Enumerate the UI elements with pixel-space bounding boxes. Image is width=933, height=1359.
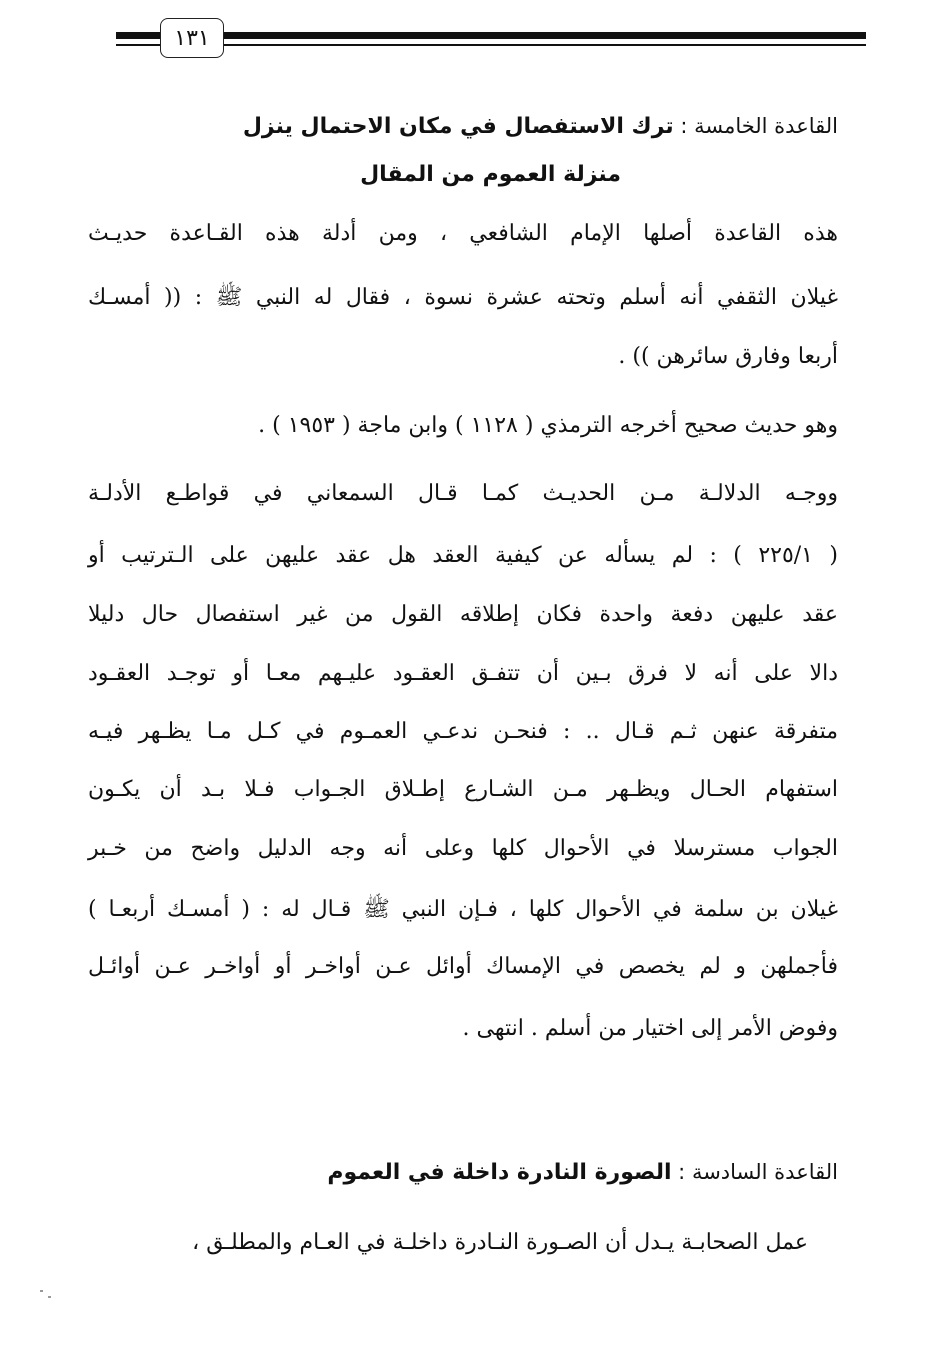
body-line-12: غيلان بن سلمة في الأحوال كلها ، فـإن النبي ﷺ قـال له : ( أمسـك أربعـا ) [88,897,838,922]
body-line-14: وفوض الأمر إلى اختيار من أسلم . انتهى . [462,1016,838,1041]
body-line-1: هذه القاعدة أصلها الإمام الشافعي ، ومن أدلة هذه القـاعدة حديـث [88,221,838,246]
page-number: ١٣١ [160,18,224,58]
body-line-6: ( ٢٢٥/١ ) : لم يسأله عن كيفية العقد هل عقد عليهن على الـترتيب أو [88,543,839,568]
final-line: عمل الصحابـة يـدل أن الصـورة النـادرة داخلـة في العـام والمطلـق ، [192,1230,808,1255]
rule5-separator: : [673,114,695,138]
rule6-separator: : [671,1160,692,1184]
rule5-heading-line1 [88,114,838,139]
header-rule-thin [116,44,866,46]
body-line-10: استفهام الحـال ويظـهر مـن الشـارع إطـلاق الجـواب فـلا بـد أن يكـون [88,777,838,802]
body-line-11: الجواب مسترسلا في الأحوال كلها وعلى أنه وجه الدليل واضح من خـبر [88,836,838,861]
header-rule-thick [116,32,866,39]
rule5-heading-line2 [360,162,621,187]
body-line-4: وهو حديث صحيح أخرجه الترمذي ( ١١٢٨ ) وابن ماجة ( ١٩٥٣ ) . [258,413,838,438]
rule6-label: القاعدة السادسة [691,1160,838,1184]
rule5-title-line1: ترك الاستفصال في مكان الاحتمال ينزل [242,114,674,139]
body-line-7: عقد عليهن دفعة واحدة فكان إطلاقه القول من غير استفصال حال دليلا [88,602,838,627]
body-line-5: ووجـه الدلالـة مـن الحديـث كمـا قـال السمعاني في قواطـع الأدلـة [88,481,838,506]
body-line-8: دالا على أنه لا فرق بـين أن تتفـق العقـود عليـهم معـا أو توجـد العقـود [88,661,838,686]
rule5-label: القاعدة الخامسة [694,114,838,138]
body-line-13: فأجملهن و لم يخصص في الإمساك أوائل عـن أواخـر أو أواخـر عـن أوائـل [88,954,838,979]
body-line-2: غيلان الثقفي أنه أسلم وتحته عشرة نسوة ، فقال له النبي ﷺ : (( أمسـك [88,285,838,310]
rule6-title: الصورة النادرة داخلة في العموم [327,1160,672,1185]
rule6-heading [88,1160,838,1185]
body-line-9: متفرقة عنهن ثـم قـال .. : فنحـن ندعـي العمـوم في كـل مـا يظـهر فيـه [88,719,838,744]
scan-speck [40,1290,43,1292]
scan-speck [48,1296,51,1298]
body-line-3: أربعا وفارق سائرهن )) . [618,344,838,369]
rule5-title-line2: منزلة العموم من المقال [360,162,621,187]
